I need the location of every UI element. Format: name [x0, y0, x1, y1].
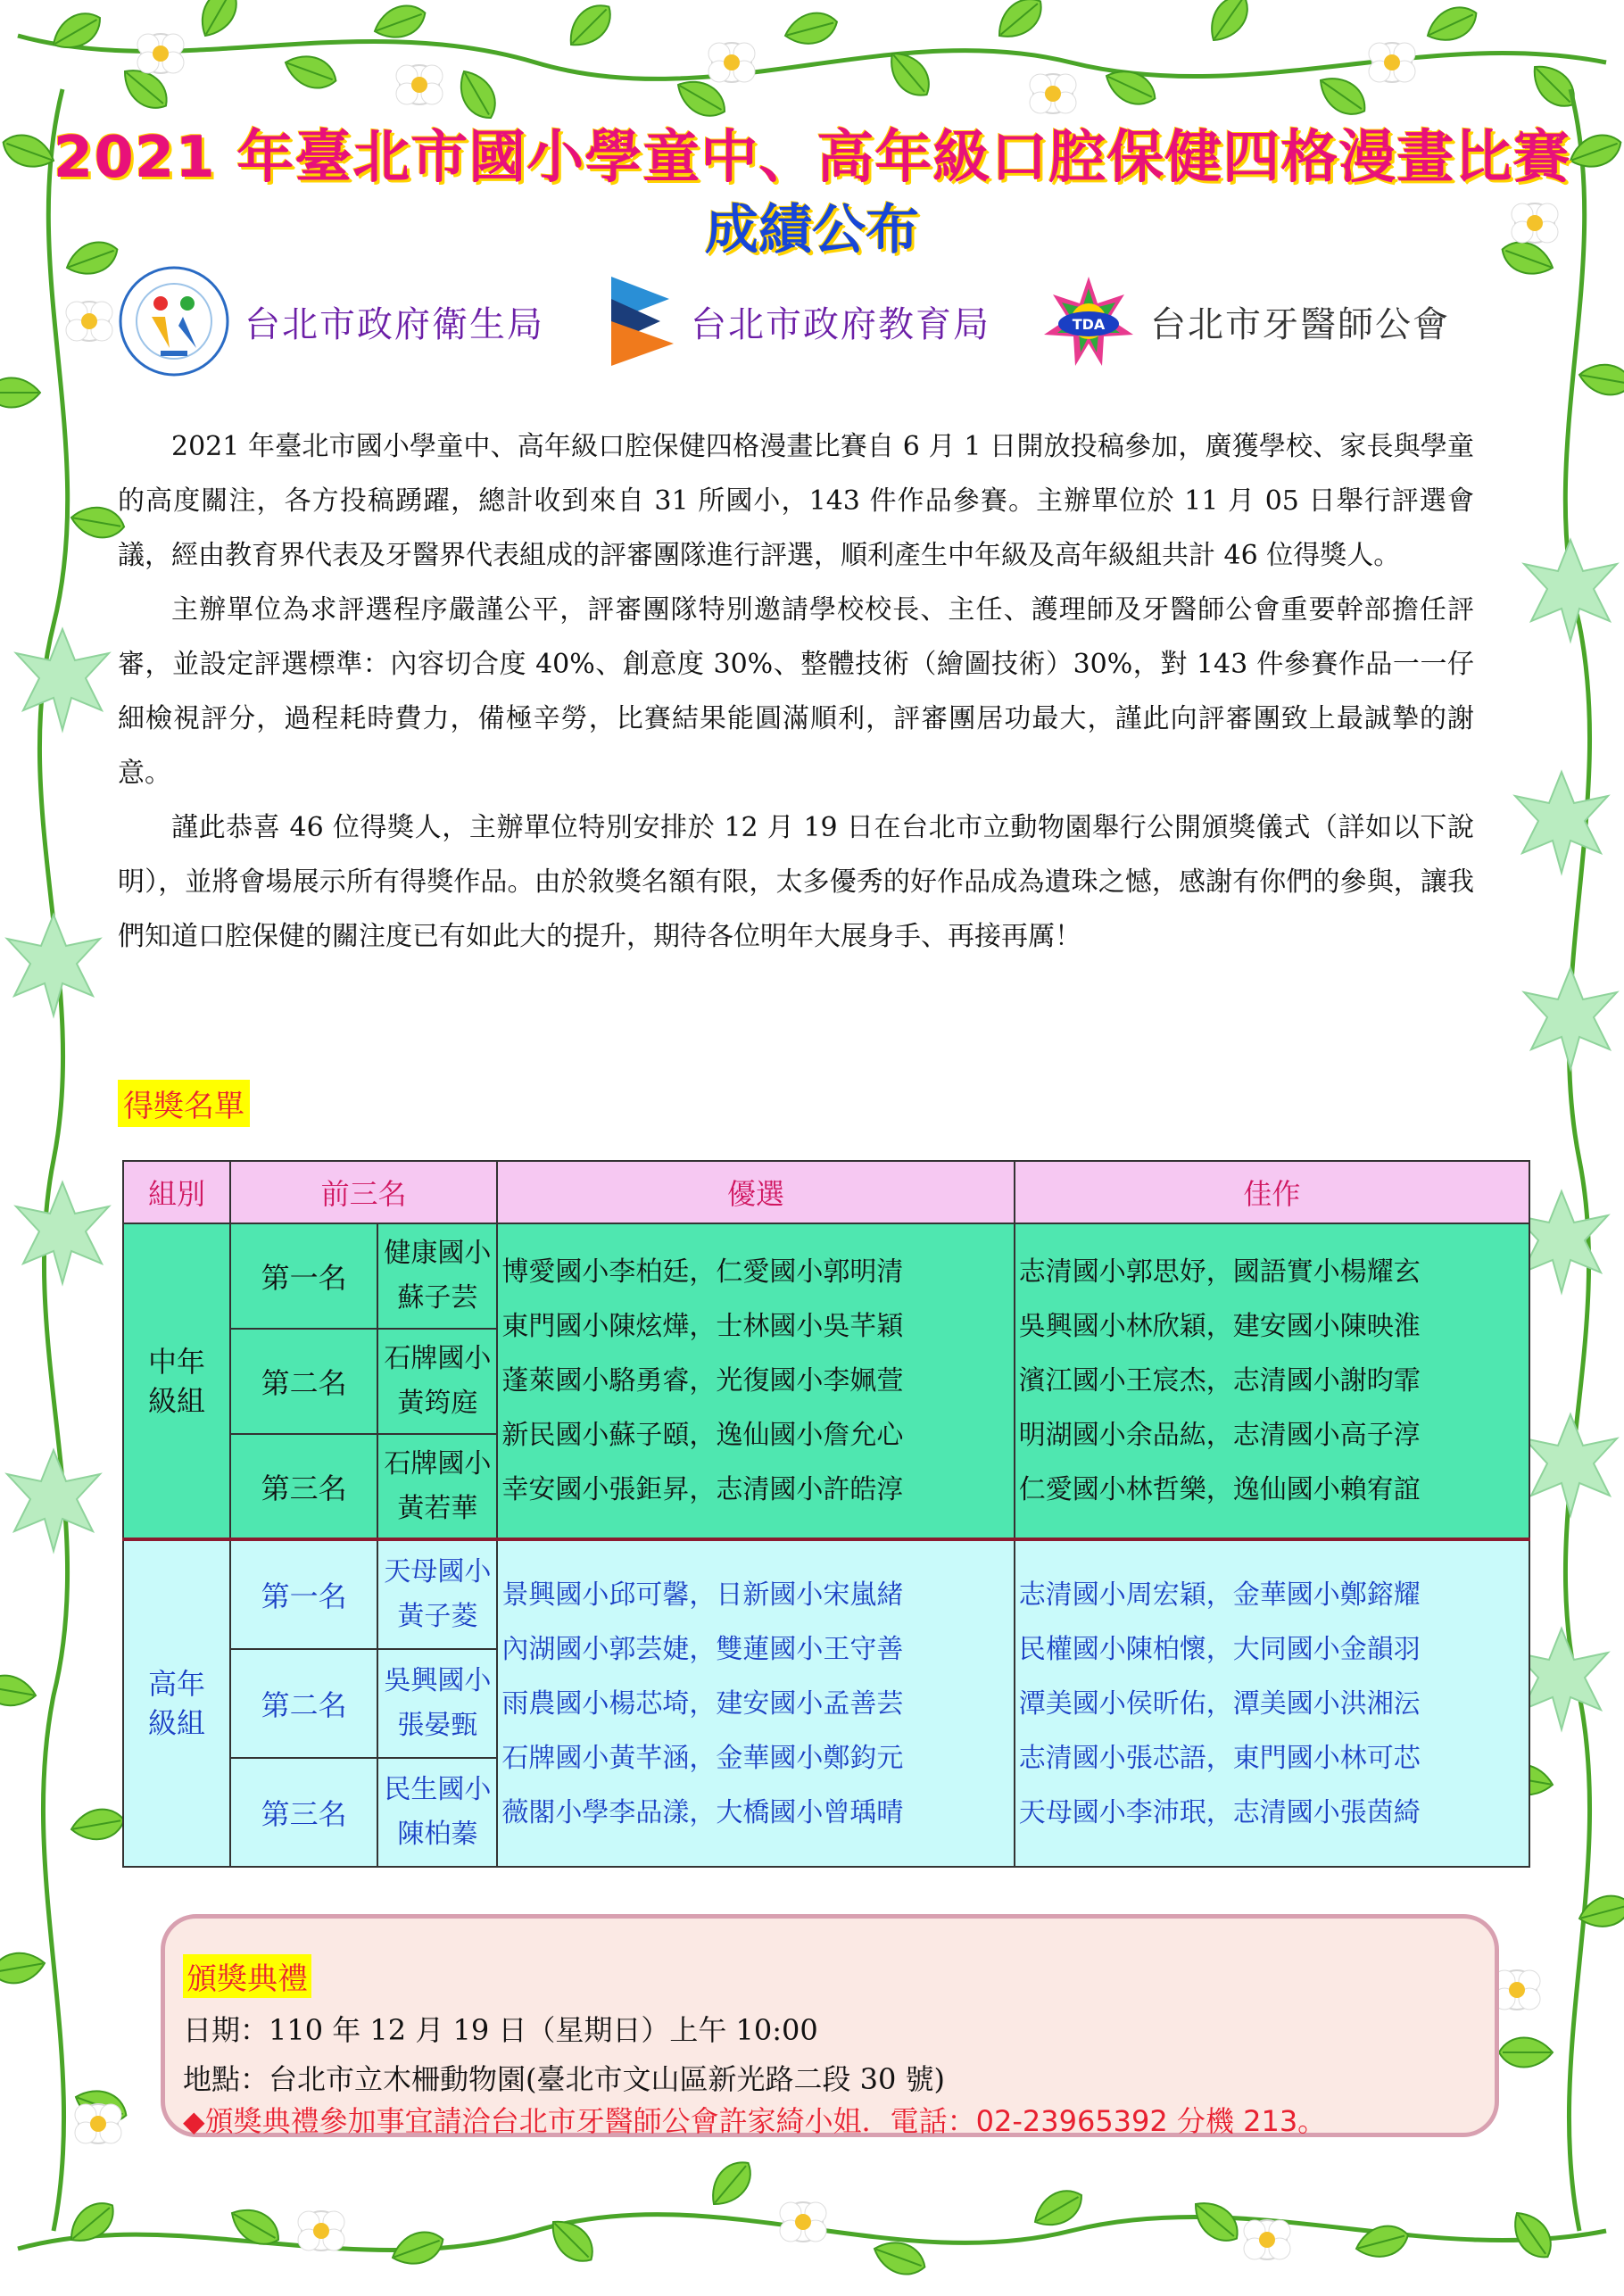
- list-item: 志清國小周宏穎，金華國小鄭鎔耀: [1018, 1579, 1421, 1611]
- header-excellent: 優選: [497, 1161, 1014, 1223]
- awards-table: [122, 1160, 1530, 1868]
- list-item: 天母國小李沛珉，志清國小張茵綺: [1018, 1796, 1421, 1828]
- rank-cell: 第二名: [230, 1649, 377, 1758]
- list-item: 志清國小郭思妤，國語實小楊耀玄: [1018, 1256, 1421, 1288]
- dental-association-logo-icon: [1040, 272, 1138, 370]
- merit-list-mid: [1015, 1223, 1529, 1539]
- intro-paragraph-3: 謹此恭喜 46 位得獎人，主辦單位特別安排於 12 月 19 日在台北市立動物園舉行公開頒獎儀式（詳如以下說明），並將會場展示所有得獎作品。由於敘獎名額有限，太多優秀的好作品成為遺珠之憾，感謝有你們的參與，讓我們知道口腔保健的關注度已有如此大的提升，期待各位明年大展身手、再接再厲！: [118, 812, 1474, 952]
- list-item: 薇閣小學李品漾，大橋國小曾瑀晴: [501, 1796, 904, 1828]
- table-row: [123, 1223, 1529, 1329]
- intro-text: [118, 419, 1474, 964]
- list-item: 幸安國小張鉅昇，志清國小許皓淳: [501, 1474, 904, 1505]
- organizer-education-bureau: [607, 268, 990, 375]
- ceremony-info-box: [161, 1914, 1499, 2137]
- rank-cell: 第二名: [230, 1329, 377, 1434]
- rank-cell: 第一名: [230, 1223, 377, 1329]
- organizer-name: 台北市牙醫師公會: [1150, 303, 1450, 345]
- winner-cell: 石牌國小 黃若華: [377, 1434, 497, 1539]
- table-row: [123, 1539, 1529, 1649]
- page-subtitle: 成績公布: [705, 199, 919, 261]
- list-item: 東門國小陳炫燁，士林國小吳芊穎: [501, 1311, 904, 1342]
- list-item: 蓬萊國小駱勇睿，光復國小李姵萱: [501, 1365, 904, 1397]
- intro-paragraph-1: 2021 年臺北市國小學童中、高年級口腔保健四格漫畫比賽自 6 月 1 日開放投稿參加，廣獲學校、家長與學童的高度關注，各方投稿踴躍，總計收到來自 31 所國小，143 件作品參賽。主辦單位於 11 月 05 日舉行評選會議，經由教育界代表及牙醫界代表組成的評審團隊進行評選，順利產生中年級及高年級組共計 46 位得獎人。: [118, 431, 1474, 571]
- list-item: 仁愛國小林哲樂，逸仙國小賴宥誼: [1018, 1474, 1421, 1505]
- winner-cell: 健康國小 蘇子芸: [377, 1223, 497, 1329]
- education-bureau-logo-icon: [607, 272, 678, 370]
- table-header-row: [123, 1161, 1529, 1223]
- header-top-three: 前三名: [230, 1161, 497, 1223]
- list-item: 博愛國小李柏廷，仁愛國小郭明清: [501, 1256, 904, 1288]
- awards-section-label: 得獎名單: [118, 1080, 250, 1127]
- winner-cell: 吳興國小 張晏甄: [377, 1649, 497, 1758]
- organizer-name: 台北市政府教育局: [691, 303, 990, 345]
- list-item: 石牌國小黃芊涵，金華國小鄭鈞元: [501, 1742, 904, 1774]
- list-item: 明湖國小余品紘，志清國小高子淳: [1018, 1420, 1421, 1451]
- organizer-health-bureau: [116, 268, 544, 375]
- excellent-list-high: [497, 1539, 1014, 1867]
- group-cell-high: 高年級組: [123, 1539, 230, 1867]
- winner-cell: 民生國小 陳柏蓁: [377, 1758, 497, 1867]
- organizer-dental-association: [1040, 268, 1450, 375]
- winner-cell: 石牌國小 黃筠庭: [377, 1329, 497, 1434]
- merit-list-high: [1015, 1539, 1529, 1867]
- svg-text:TDA: TDA: [1072, 316, 1106, 333]
- ceremony-title: 頒獎典禮: [183, 1954, 311, 1998]
- winner-cell: 天母國小 黃子菱: [377, 1539, 497, 1649]
- page-title: 2021 年臺北市國小學童中、高年級口腔保健四格漫畫比賽: [53, 125, 1571, 191]
- list-item: 吳興國小林欣穎，建安國小陳映淮: [1018, 1311, 1421, 1342]
- list-item: 濱江國小王宸杰，志清國小謝昀霏: [1018, 1365, 1421, 1397]
- group-cell-mid: 中年級組: [123, 1223, 230, 1539]
- list-item: 潭美國小侯昕佑，潭美國小洪湘沄: [1018, 1687, 1421, 1720]
- ceremony-contact-note: ◆頒獎典禮參加事宜請洽台北市牙醫師公會許家綺小姐．電話：02-23965392 分機 213。: [183, 2104, 1327, 2138]
- ceremony-place: 地點：台北市立木柵動物園(臺北市文山區新光路二段 30 號): [183, 2062, 946, 2096]
- organizer-name: 台北市政府衛生局: [244, 303, 544, 345]
- header-merit: 佳作: [1015, 1161, 1529, 1223]
- rank-cell: 第一名: [230, 1539, 377, 1649]
- health-bureau-logo-icon: [116, 263, 232, 379]
- list-item: 志清國小張芯語，東門國小林可芯: [1018, 1742, 1421, 1774]
- list-item: 雨農國小楊芯埼，建安國小孟善芸: [501, 1687, 904, 1720]
- list-item: 景興國小邱可馨，日新國小宋嵐緒: [501, 1579, 904, 1611]
- header-group: 組別: [123, 1161, 230, 1223]
- list-item: 民權國小陳柏懷，大同國小金韻羽: [1018, 1633, 1421, 1665]
- ceremony-date: 日期：110 年 12 月 19 日（星期日）上午 10:00: [183, 2013, 818, 2047]
- list-item: 內湖國小郭芸婕，雙蓮國小王守善: [501, 1633, 904, 1665]
- intro-paragraph-2: 主辦單位為求評選程序嚴謹公平，評審團隊特別邀請學校校長、主任、護理師及牙醫師公會重要幹部擔任評審，並設定評選標準：內容切合度 40%、創意度 30%、整體技術（繪圖技術）30%，對 143 件參賽作品一一仔細檢視評分，過程耗時費力，備極辛勞，比賽結果能圓滿順利，評審團居功最大，謹此向評審團致上最誠摯的謝意。: [118, 594, 1474, 789]
- list-item: 新民國小蘇子頤，逸仙國小詹允心: [501, 1420, 904, 1451]
- excellent-list-mid: [497, 1223, 1014, 1539]
- rank-cell: 第三名: [230, 1434, 377, 1539]
- rank-cell: 第三名: [230, 1758, 377, 1867]
